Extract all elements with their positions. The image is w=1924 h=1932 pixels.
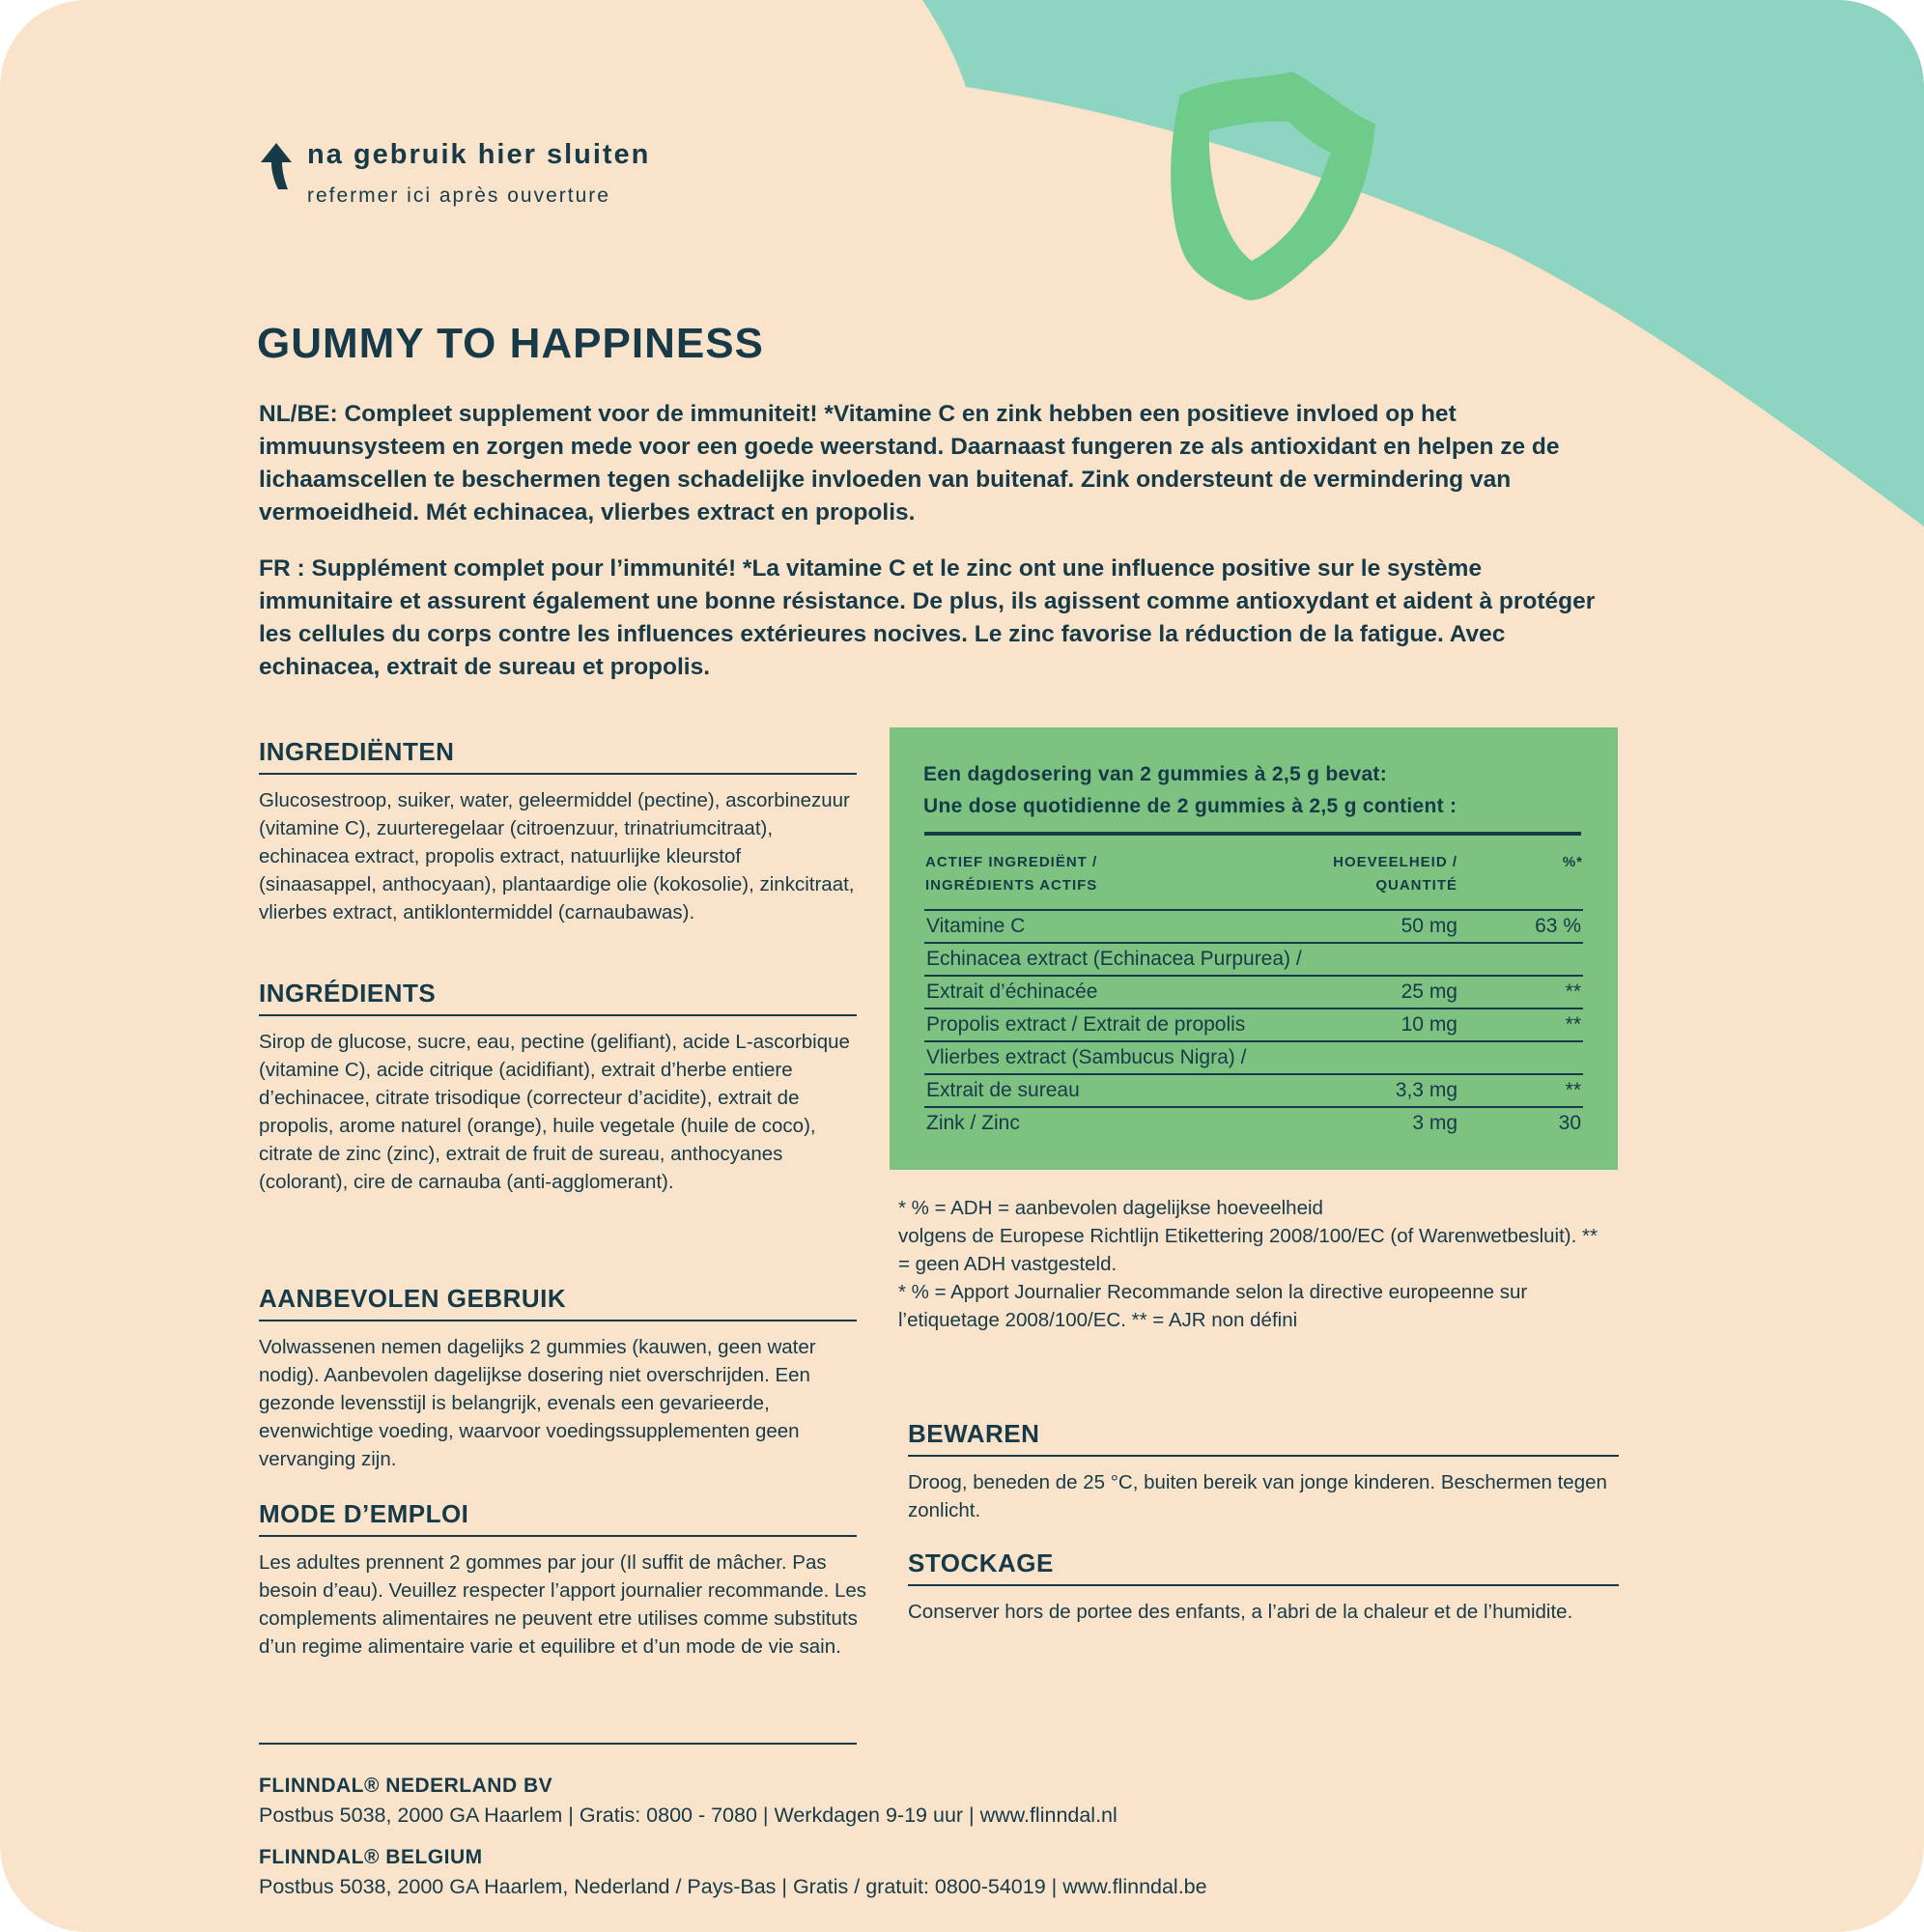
table-row [924, 1040, 1583, 1073]
usage-nl-text: Volwassenen nemen dagelijks 2 gummies (kauwen, geen water nodig). Aanbevolen dagelijkse dosering niet overschrijden. Een gezonde levensstijl is belangrijk, evenals een gevarieerde, evenwichtige voeding, waarvoor voedingssupplementen geen vervanging zijn. [259, 1336, 816, 1470]
reclose-text-nl: na gebruik hier sluiten [307, 139, 651, 170]
ingredient-quantity: 3 mg [1412, 1112, 1457, 1134]
storage-fr-section [908, 1548, 1619, 1626]
usage-nl-heading: AANBEVOLEN GEBRUIK [259, 1283, 857, 1321]
ingredient-percent: ** [1565, 980, 1581, 1003]
ingredient-name: Zink / Zinc [926, 1112, 1020, 1134]
table-row [924, 1073, 1583, 1106]
col-header-quantity-nl: HOEVEELHEID / [1333, 854, 1457, 870]
company-contact-be: Postbus 5038, 2000 GA Haarlem, Nederland / Pays-Bas | Gratis / gratuit: 0800-54019 | www.flinndal.be [259, 1875, 1207, 1898]
reclose-text-fr: refermer ici après ouverture [307, 185, 610, 207]
usage-fr-heading: MODE D’EMPLOI [259, 1498, 857, 1537]
intro-fr-text: Supplément complet pour l’immunité! *La vitamine C et le zinc ont une influence positive sur le système immunitaire et assurent également une bonne résistance. De plus, ils agissent comme antioxydant et aident à protéger les cellules du corps contre les influences extérieures nocives. Le zinc favorise la réduction de la fatigue. Avec echinacea, extrait de sureau et propolis. [259, 555, 1596, 680]
table-row [924, 909, 1583, 942]
ingredient-name: Vlierbes extract (Sambucus Nigra) / [926, 1046, 1247, 1068]
footnote-line: * % = Apport Journalier Recommande selon la directive europeenne sur l’etiquetage 2008/100/EC. ** = AJR non défini [898, 1281, 1528, 1331]
company-name-nl: FLINNDAL® NEDERLAND BV [259, 1775, 553, 1797]
col-header-ingredient [925, 851, 1097, 897]
col-header-ingredient-fr: INGRÉDIENTS ACTIFS [925, 877, 1098, 894]
usage-fr-text: Les adultes prennent 2 gommes par jour (Il suffit de mâcher. Pas besoin d’eau). Veuillez respecter l’apport journalier recommande. Les complements alimentaires ne peuvent etre utilises comme substituts d’un regime alimentaire varie et equilibre et d’un mode de vie sain. [259, 1551, 867, 1658]
ingredients-fr-heading: INGRÉDIENTS [259, 978, 857, 1016]
ingredient-percent: ** [1565, 1013, 1581, 1036]
product-title: GUMMY TO HAPPINESS [257, 320, 764, 367]
usage-nl-section [259, 1283, 857, 1473]
intro-nl-text: Compleet supplement voor de immuniteit! *Vitamine C en zink hebben een positieve invloed op het immuunsysteem en zorgen mede voor een goede weerstand. Daarnaast fungeren ze als antioxidant en helpen ze de lichaamscellen te beschermen tegen schadelijke invloeden van buitenaf. Zink ondersteunt de vermindering van vermoeidheid. Mét echinacea, vlierbes extract en propolis. [259, 401, 1560, 526]
ingredient-quantity: 3,3 mg [1395, 1079, 1457, 1101]
footnotes [898, 1194, 1603, 1334]
table-row [924, 975, 1583, 1008]
dose-heading [923, 758, 1457, 822]
ingredient-percent: 63 % [1535, 915, 1581, 937]
ingredients-nl-heading: INGREDIËNTEN [259, 736, 857, 775]
ingredients-nl-text: Glucosestroop, suiker, water, geleermiddel (pectine), ascorbinezuur (vitamine C), zuurteregelaar (citroenzuur, trinatriumcitraat), echinacea extract, propolis extract, natuurlijke kleurstof (sinaasappel, anthocyaan), plantaardige olie (kokosolie), zinkcitraat, vlierbes extract, antiklontermiddel (carnaubawas). [259, 789, 855, 923]
dose-table-rows [924, 909, 1583, 1139]
intro-nl [259, 398, 1611, 529]
usage-fr-section [259, 1498, 867, 1661]
col-header-percent: %* [1562, 854, 1583, 870]
table-row [924, 942, 1583, 975]
reclose-instruction [259, 137, 650, 209]
table-row [924, 1106, 1583, 1139]
intro-fr-label: FR : [259, 555, 305, 582]
footnote-line: volgens de Europese Richtlijn Etikettering 2008/100/EC (of Warenwetbesluit). ** = geen ADH vastgesteld. [898, 1225, 1598, 1275]
storage-fr-text: Conserver hors de portee des enfants, a l’abri de la chaleur et de l’humidite. [908, 1601, 1573, 1623]
company-name-be: FLINNDAL® BELGIUM [259, 1846, 483, 1868]
dose-heading-fr: Une dose quotidienne de 2 gummies à 2,5 g contient : [923, 795, 1457, 817]
footnote-line: * % = ADH = aanbevolen dagelijkse hoeveelheid [898, 1197, 1323, 1219]
dose-heading-nl: Een dagdosering van 2 gummies à 2,5 g bevat: [923, 763, 1388, 785]
ingredient-quantity: 10 mg [1401, 1013, 1457, 1036]
storage-nl-heading: BEWAREN [908, 1418, 1619, 1457]
daily-dose-table [890, 727, 1618, 1170]
ingredient-name: Extrait de sureau [926, 1079, 1080, 1101]
company-contact-nl: Postbus 5038, 2000 GA Haarlem | Gratis: 0800 - 7080 | Werkdagen 9-19 uur | www.flinndal.nl [259, 1804, 1118, 1827]
ingredient-quantity: 50 mg [1401, 915, 1457, 937]
storage-nl-text: Droog, beneden de 25 °C, buiten bereik van jonge kinderen. Beschermen tegen zonlicht. [908, 1471, 1607, 1521]
table-row [924, 1008, 1583, 1040]
ingredients-nl-section [259, 736, 857, 926]
col-header-ingredient-nl: ACTIEF INGREDIËNT / [925, 854, 1098, 870]
ingredient-name: Extrait d’échinacée [926, 980, 1098, 1003]
ingredient-percent: 30 [1558, 1112, 1581, 1134]
ingredient-name: Echinacea extract (Echinacea Purpurea) / [926, 948, 1302, 970]
col-header-quantity [1333, 851, 1457, 897]
ingredient-quantity: 25 mg [1401, 980, 1457, 1003]
ingredient-percent: ** [1565, 1079, 1581, 1101]
ingredient-name: Vitamine C [926, 915, 1026, 937]
col-header-quantity-fr: QUANTITÉ [1375, 877, 1457, 894]
dose-table-top-rule [924, 832, 1581, 836]
ingredient-name: Propolis extract / Extrait de propolis [926, 1013, 1246, 1036]
storage-nl-section [908, 1418, 1619, 1524]
ingredients-fr-section [259, 978, 857, 1196]
intro-fr [259, 553, 1611, 684]
up-arrow-icon [259, 141, 294, 191]
intro-nl-label: NL/BE: [259, 401, 338, 427]
company-footer [259, 1772, 1708, 1915]
footer-divider [259, 1743, 857, 1745]
ingredients-fr-text: Sirop de glucose, sucre, eau, pectine (gelifiant), acide L-ascorbique (vitamine C), acide citrique (acidifiant), extrait d’herbe entiere d’echinacee, citrate trisodique (correcteur d’acidite), extrait de propolis, arome naturel (orange), huile vegetale (huile de coco), citrate de zinc (zinc), extrait de fruit de sureau, anthocyanes (colorant), cire de carnauba (anti-agglomerant). [259, 1031, 850, 1193]
storage-fr-heading: STOCKAGE [908, 1548, 1619, 1586]
